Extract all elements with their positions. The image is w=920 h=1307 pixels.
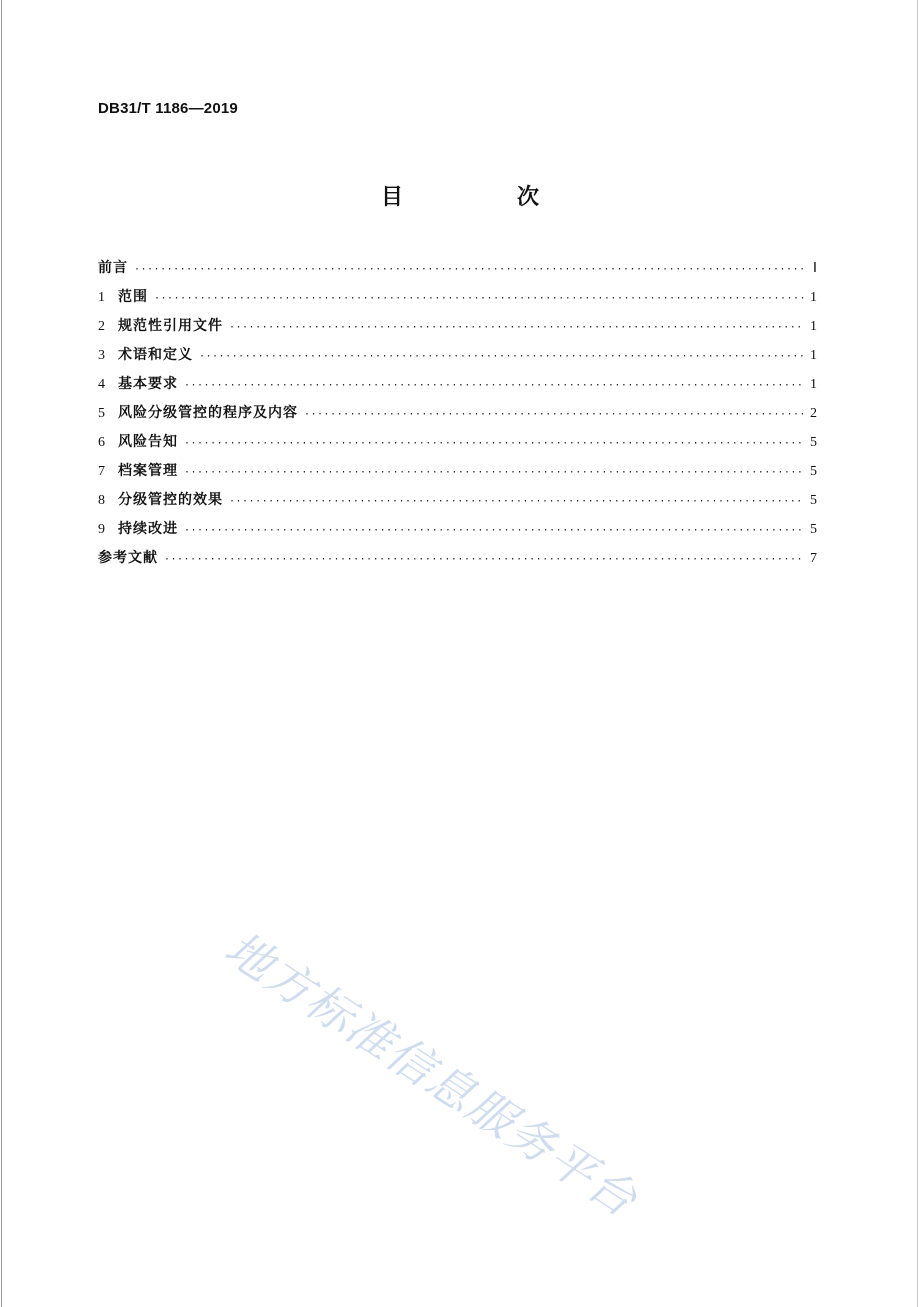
toc-leader-dots <box>184 525 804 536</box>
toc-entry-label: 参考文献 <box>98 550 158 566</box>
toc-leader-dots <box>134 264 804 275</box>
toc-entry-number: 6 <box>98 435 105 450</box>
toc-entry-1[interactable] <box>98 286 817 315</box>
toc-leader-dots <box>164 554 804 565</box>
toc-leader-dots <box>154 293 804 304</box>
toc-entry-page: 5 <box>810 493 817 508</box>
watermark-text: 地方标准信息服务平台 <box>215 920 648 1228</box>
toc-leader-dots <box>229 322 804 333</box>
toc-leader-dots <box>229 496 804 507</box>
toc-entry-label: 风险告知 <box>118 434 178 450</box>
toc-entry-3[interactable] <box>98 344 817 373</box>
toc-entry-6[interactable] <box>98 431 817 460</box>
toc-entry-number: 9 <box>98 522 105 537</box>
toc-entry-bibliography[interactable] <box>98 547 817 576</box>
toc-entry-number: 2 <box>98 319 105 334</box>
toc-entry-4[interactable] <box>98 373 817 402</box>
toc-entry-page: 5 <box>810 464 817 479</box>
toc-entry-label: 规范性引用文件 <box>118 318 223 334</box>
toc-entry-number: 1 <box>98 290 105 305</box>
toc-entry-label: 持续改进 <box>118 521 178 537</box>
toc-entry-2[interactable] <box>98 315 817 344</box>
toc-entry-number: 8 <box>98 493 105 508</box>
toc-entry-8[interactable] <box>98 489 817 518</box>
document-code: DB31/T 1186—2019 <box>98 100 238 117</box>
toc-leader-dots <box>184 380 804 391</box>
toc-leader-dots <box>199 351 804 362</box>
toc-entry-number: 3 <box>98 348 105 363</box>
toc-entry-label: 范围 <box>118 289 148 305</box>
toc-entry-label: 术语和定义 <box>118 347 193 363</box>
toc-entry-label: 前言 <box>98 260 128 276</box>
toc-entry-9[interactable] <box>98 518 817 547</box>
toc-entry-foreword[interactable] <box>98 257 817 286</box>
toc-entry-7[interactable] <box>98 460 817 489</box>
toc-entry-5[interactable] <box>98 402 817 431</box>
toc-leader-dots <box>184 467 804 478</box>
toc-entry-page: 1 <box>810 290 817 305</box>
toc-entry-number: 5 <box>98 406 105 421</box>
toc-entry-page: 5 <box>810 435 817 450</box>
toc-entry-page: 1 <box>810 348 817 363</box>
toc-entry-page: 2 <box>810 406 817 421</box>
toc-entry-label: 分级管控的效果 <box>118 492 223 508</box>
table-of-contents <box>98 257 817 576</box>
toc-leader-dots <box>184 438 804 449</box>
page-title: 目 次 <box>380 185 585 210</box>
toc-entry-page: 1 <box>810 319 817 334</box>
toc-entry-page: Ⅰ <box>812 261 817 276</box>
toc-entry-label: 档案管理 <box>118 463 178 479</box>
toc-leader-dots <box>304 409 804 420</box>
toc-entry-number: 7 <box>98 464 105 479</box>
toc-entry-page: 5 <box>810 522 817 537</box>
toc-entry-label: 风险分级管控的程序及内容 <box>118 405 298 421</box>
toc-entry-page: 1 <box>810 377 817 392</box>
toc-entry-page: 7 <box>810 551 817 566</box>
toc-entry-label: 基本要求 <box>118 376 178 392</box>
toc-entry-number: 4 <box>98 377 105 392</box>
